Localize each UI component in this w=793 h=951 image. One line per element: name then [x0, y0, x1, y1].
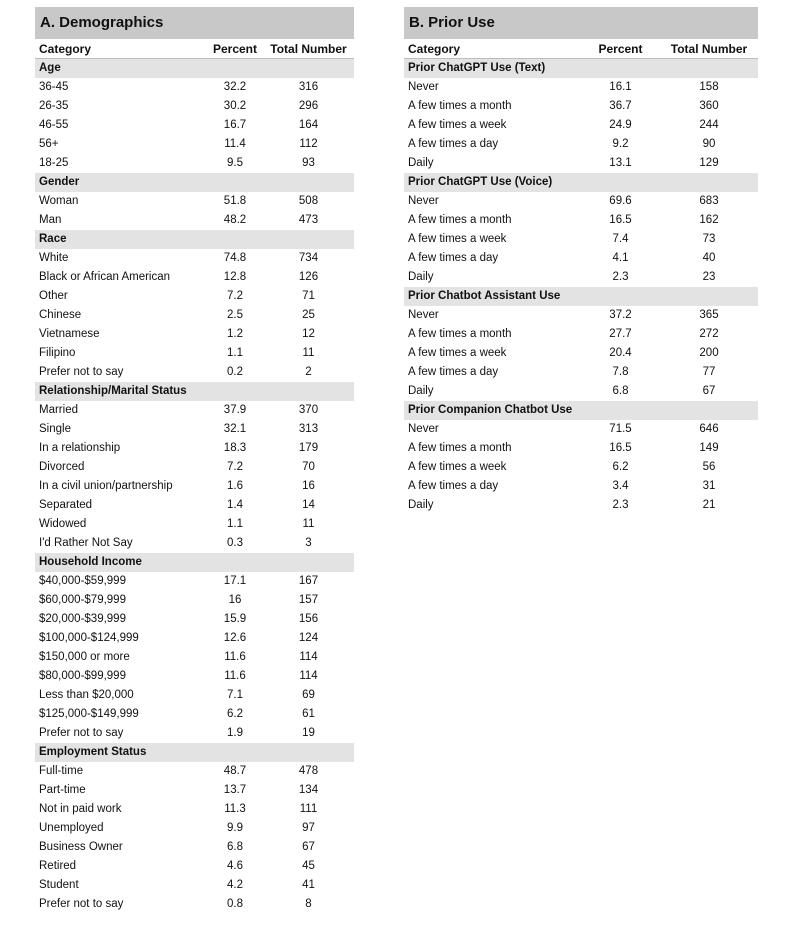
- row-percent: 7.8: [612, 366, 629, 378]
- row-total: 2: [305, 366, 312, 378]
- row-category: $125,000-$149,999: [39, 708, 139, 720]
- row-percent: 9.2: [612, 138, 629, 150]
- section-header: Race: [35, 230, 354, 249]
- row-percent: 15.9: [223, 613, 247, 625]
- row-total: 11: [302, 518, 315, 530]
- row-percent: 48.2: [223, 214, 247, 226]
- row-percent: 32.1: [223, 423, 247, 435]
- row-percent: 1.2: [227, 328, 243, 340]
- table-row: [35, 705, 354, 724]
- row-percent: 6.8: [612, 385, 629, 397]
- table-row: [404, 477, 758, 496]
- row-percent: 9.9: [227, 822, 243, 834]
- table-row: [35, 762, 354, 781]
- table-row: [404, 363, 758, 382]
- row-total: 77: [702, 366, 716, 378]
- section-header: Employment Status: [35, 743, 354, 762]
- row-total: 114: [299, 670, 318, 682]
- row-percent: 17.1: [223, 575, 247, 587]
- demographics-table-body: [35, 59, 354, 914]
- row-category: Part-time: [39, 784, 86, 796]
- row-total: 14: [302, 499, 315, 511]
- row-category: A few times a week: [408, 461, 507, 473]
- table-row: [35, 97, 354, 116]
- row-percent: 24.9: [609, 119, 632, 131]
- section-header: Relationship/Marital Status: [35, 382, 354, 401]
- row-total: 112: [299, 138, 318, 150]
- row-percent: 7.4: [612, 233, 629, 245]
- row-total: 45: [302, 860, 315, 872]
- row-percent: 51.8: [223, 195, 247, 207]
- table-row: [35, 800, 354, 819]
- table-row: [404, 116, 758, 135]
- row-total: 25: [302, 309, 315, 321]
- row-percent: 3.4: [612, 480, 629, 492]
- table-row: [35, 876, 354, 895]
- row-total: 365: [699, 309, 719, 321]
- row-percent: 7.1: [227, 689, 243, 701]
- row-percent: 6.2: [612, 461, 629, 473]
- row-category: A few times a month: [408, 442, 512, 454]
- table-row: [35, 439, 354, 458]
- table-row: [35, 496, 354, 515]
- row-total: 19: [302, 727, 315, 739]
- row-category: Chinese: [39, 309, 82, 321]
- row-category: Daily: [408, 271, 434, 283]
- row-total: 90: [702, 138, 716, 150]
- row-category: In a civil union/partnership: [39, 480, 173, 492]
- column-header-total: Total Number: [670, 42, 748, 56]
- table-row: [35, 344, 354, 363]
- row-total: 370: [298, 404, 319, 416]
- row-category: White: [39, 252, 69, 264]
- row-percent: 48.7: [223, 765, 247, 777]
- row-total: 3: [305, 537, 312, 549]
- table-row: [404, 439, 758, 458]
- table-row: [35, 667, 354, 686]
- row-percent: 1.4: [227, 499, 243, 511]
- table-row: [404, 192, 758, 211]
- row-percent: 1.1: [227, 347, 243, 359]
- row-total: 244: [699, 119, 719, 131]
- row-percent: 0.8: [227, 898, 243, 910]
- table-row: [404, 420, 758, 439]
- row-category: Daily: [408, 499, 434, 511]
- row-percent: 4.1: [612, 252, 629, 264]
- table-row: [35, 648, 354, 667]
- table-row: [35, 572, 354, 591]
- row-percent: 13.1: [609, 157, 632, 169]
- row-percent: 0.2: [227, 366, 243, 378]
- row-percent: 13.7: [223, 784, 247, 796]
- row-total: 67: [302, 841, 315, 853]
- row-category: Daily: [408, 157, 434, 169]
- row-category: $40,000-$59,999: [39, 575, 126, 587]
- column-header-total: Total Number: [270, 42, 347, 56]
- row-percent: 4.2: [227, 879, 243, 891]
- column-header-category: Category: [39, 42, 92, 56]
- row-total: 508: [298, 195, 319, 207]
- section-header: Prior Chatbot Assistant Use: [404, 287, 758, 306]
- row-category: 46-55: [39, 119, 69, 131]
- table-row: [35, 515, 354, 534]
- row-category: Black or African American: [39, 271, 171, 283]
- row-total: 478: [298, 765, 319, 777]
- table-row: [35, 287, 354, 306]
- table-row: [404, 325, 758, 344]
- row-category: A few times a month: [408, 100, 512, 112]
- row-percent: 16.5: [609, 442, 632, 454]
- row-total: 70: [302, 461, 315, 473]
- row-total: 97: [302, 822, 315, 834]
- prior-use-panel: [404, 7, 758, 515]
- row-total: 134: [298, 784, 319, 796]
- row-category: $100,000-$124,999: [39, 632, 139, 644]
- row-total: 316: [298, 81, 319, 93]
- row-total: 126: [298, 271, 319, 283]
- row-category: A few times a day: [408, 138, 499, 150]
- row-category: Divorced: [39, 461, 85, 473]
- row-category: Other: [39, 290, 68, 302]
- row-percent: 71.5: [609, 423, 632, 435]
- row-percent: 11.6: [224, 651, 246, 663]
- row-percent: 11.4: [224, 138, 246, 150]
- row-category: Man: [39, 214, 62, 226]
- column-header-percent: Percent: [212, 42, 258, 56]
- table-row: [404, 344, 758, 363]
- row-total: 61: [302, 708, 315, 720]
- row-percent: 7.2: [227, 461, 243, 473]
- demographics-panel: [35, 7, 354, 914]
- column-header-row: [35, 39, 354, 59]
- row-category: A few times a month: [408, 328, 512, 340]
- row-category: Unemployed: [39, 822, 104, 834]
- row-total: 11: [302, 347, 315, 359]
- row-percent: 32.2: [223, 81, 247, 93]
- table-row: [35, 591, 354, 610]
- table-row: [35, 211, 354, 230]
- table-row: [35, 838, 354, 857]
- row-category: Filipino: [39, 347, 76, 359]
- row-category: $20,000-$39,999: [39, 613, 126, 625]
- table-row: [35, 895, 354, 914]
- row-category: 26-35: [39, 100, 69, 112]
- table-row: [35, 686, 354, 705]
- table-row: [404, 306, 758, 325]
- row-percent: 12.8: [223, 271, 247, 283]
- table-row: [35, 458, 354, 477]
- row-percent: 2.5: [227, 309, 243, 321]
- row-category: Separated: [39, 499, 93, 511]
- table-row: [35, 116, 354, 135]
- row-percent: 6.8: [227, 841, 243, 853]
- row-category: Married: [39, 404, 78, 416]
- row-category: Student: [39, 879, 79, 891]
- row-percent: 37.2: [609, 309, 632, 321]
- row-percent: 0.3: [227, 537, 243, 549]
- row-category: Full-time: [39, 765, 84, 777]
- row-total: 164: [298, 119, 319, 131]
- table-row: [404, 97, 758, 116]
- row-total: 40: [702, 252, 716, 264]
- table-row: [35, 325, 354, 344]
- row-percent: 4.6: [227, 860, 243, 872]
- row-total: 162: [699, 214, 719, 226]
- row-category: Never: [408, 195, 439, 207]
- row-percent: 1.1: [227, 518, 243, 530]
- row-total: 21: [702, 499, 716, 511]
- row-percent: 16.7: [223, 119, 247, 131]
- row-category: 36-45: [39, 81, 69, 93]
- row-total: 313: [298, 423, 319, 435]
- row-category: Less than $20,000: [39, 689, 134, 701]
- row-total: 23: [702, 271, 716, 283]
- row-category: A few times a day: [408, 366, 499, 378]
- row-total: 158: [699, 81, 719, 93]
- row-percent: 16.1: [609, 81, 632, 93]
- column-header-row: [404, 39, 758, 59]
- row-category: Prefer not to say: [39, 898, 124, 910]
- row-category: Never: [408, 309, 439, 321]
- row-percent: 11.6: [224, 670, 246, 682]
- table-row: [404, 382, 758, 401]
- row-category: Not in paid work: [39, 803, 122, 815]
- table-row: [404, 211, 758, 230]
- row-total: 41: [302, 879, 315, 891]
- table-row: [404, 78, 758, 97]
- row-total: 56: [702, 461, 716, 473]
- row-percent: 9.5: [227, 157, 243, 169]
- row-total: 67: [702, 385, 716, 397]
- table-row: [35, 534, 354, 553]
- row-category: 18-25: [39, 157, 69, 169]
- table-row: [404, 249, 758, 268]
- row-total: 156: [298, 613, 319, 625]
- row-category: I'd Rather Not Say: [39, 537, 133, 549]
- row-percent: 6.2: [227, 708, 243, 720]
- table-row: [404, 135, 758, 154]
- row-category: Prefer not to say: [39, 366, 124, 378]
- row-category: Widowed: [39, 518, 87, 530]
- table-row: [35, 249, 354, 268]
- row-total: 71: [302, 290, 315, 302]
- row-percent: 18.3: [223, 442, 247, 454]
- row-total: 157: [298, 594, 319, 606]
- row-total: 360: [699, 100, 719, 112]
- row-percent: 30.2: [223, 100, 247, 112]
- section-header: Household Income: [35, 553, 354, 572]
- row-percent: 27.7: [609, 328, 632, 340]
- row-total: 200: [699, 347, 719, 359]
- panel-title: A. Demographics: [35, 7, 354, 39]
- row-total: 272: [699, 328, 719, 340]
- row-total: 124: [298, 632, 319, 644]
- row-category: Business Owner: [39, 841, 123, 853]
- section-header: Age: [35, 59, 354, 78]
- row-category: Woman: [39, 195, 79, 207]
- row-total: 93: [302, 157, 315, 169]
- row-total: 31: [702, 480, 716, 492]
- panel-title: B. Prior Use: [404, 7, 758, 39]
- row-category: A few times a day: [408, 252, 499, 264]
- table-row: [404, 458, 758, 477]
- row-percent: 11.3: [224, 803, 246, 815]
- table-row: [35, 192, 354, 211]
- row-total: 111: [299, 803, 318, 815]
- table-row: [35, 154, 354, 173]
- table-row: [35, 477, 354, 496]
- row-category: Daily: [408, 385, 434, 397]
- row-total: 69: [302, 689, 315, 701]
- row-category: A few times a week: [408, 347, 507, 359]
- row-total: 646: [699, 423, 719, 435]
- row-percent: 2.3: [612, 499, 629, 511]
- table-row: [404, 496, 758, 515]
- row-percent: 1.9: [227, 727, 243, 739]
- table-row: [35, 857, 354, 876]
- row-total: 149: [699, 442, 719, 454]
- section-header: Gender: [35, 173, 354, 192]
- table-row: [35, 420, 354, 439]
- prior-use-table-body: [404, 59, 758, 515]
- table-row: [35, 401, 354, 420]
- row-category: $80,000-$99,999: [39, 670, 126, 682]
- row-category: 56+: [39, 138, 59, 150]
- row-category: $150,000 or more: [39, 651, 130, 663]
- row-category: In a relationship: [39, 442, 121, 454]
- row-total: 129: [699, 157, 719, 169]
- column-header-percent: Percent: [598, 42, 643, 56]
- section-header: Prior Companion Chatbot Use: [404, 401, 758, 420]
- row-category: Single: [39, 423, 71, 435]
- row-percent: 36.7: [609, 100, 632, 112]
- section-header: Prior ChatGPT Use (Voice): [404, 173, 758, 192]
- row-category: A few times a week: [408, 119, 507, 131]
- row-total: 473: [298, 214, 319, 226]
- row-category: A few times a week: [408, 233, 507, 245]
- table-row: [35, 363, 354, 382]
- table-row: [404, 230, 758, 249]
- row-percent: 20.4: [609, 347, 632, 359]
- row-category: Vietnamese: [39, 328, 100, 340]
- table-row: [404, 268, 758, 287]
- column-header-category: Category: [408, 42, 461, 56]
- row-total: 114: [299, 651, 318, 663]
- table-row: [35, 306, 354, 325]
- row-percent: 16.5: [609, 214, 632, 226]
- row-percent: 7.2: [227, 290, 243, 302]
- row-total: 12: [302, 328, 315, 340]
- row-category: Never: [408, 81, 439, 93]
- row-percent: 16: [228, 594, 242, 606]
- table-row: [35, 629, 354, 648]
- row-percent: 1.6: [227, 480, 243, 492]
- row-total: 296: [298, 100, 319, 112]
- table-row: [35, 610, 354, 629]
- row-category: A few times a month: [408, 214, 512, 226]
- row-total: 8: [305, 898, 312, 910]
- row-total: 179: [298, 442, 319, 454]
- table-row: [404, 154, 758, 173]
- table-row: [35, 724, 354, 743]
- row-total: 734: [298, 252, 319, 264]
- row-category: $60,000-$79,999: [39, 594, 126, 606]
- table-row: [35, 781, 354, 800]
- row-total: 167: [298, 575, 319, 587]
- row-percent: 2.3: [612, 271, 629, 283]
- row-category: Never: [408, 423, 439, 435]
- row-total: 683: [699, 195, 719, 207]
- table-row: [35, 135, 354, 154]
- table-row: [35, 268, 354, 287]
- row-total: 73: [702, 233, 716, 245]
- table-row: [35, 819, 354, 838]
- section-header: Prior ChatGPT Use (Text): [404, 59, 758, 78]
- row-category: Retired: [39, 860, 77, 872]
- row-percent: 12.6: [223, 632, 247, 644]
- row-percent: 69.6: [609, 195, 632, 207]
- row-total: 16: [302, 480, 315, 492]
- row-percent: 37.9: [223, 404, 247, 416]
- row-category: Prefer not to say: [39, 727, 124, 739]
- table-row: [35, 78, 354, 97]
- row-percent: 74.8: [223, 252, 247, 264]
- row-category: A few times a day: [408, 480, 499, 492]
